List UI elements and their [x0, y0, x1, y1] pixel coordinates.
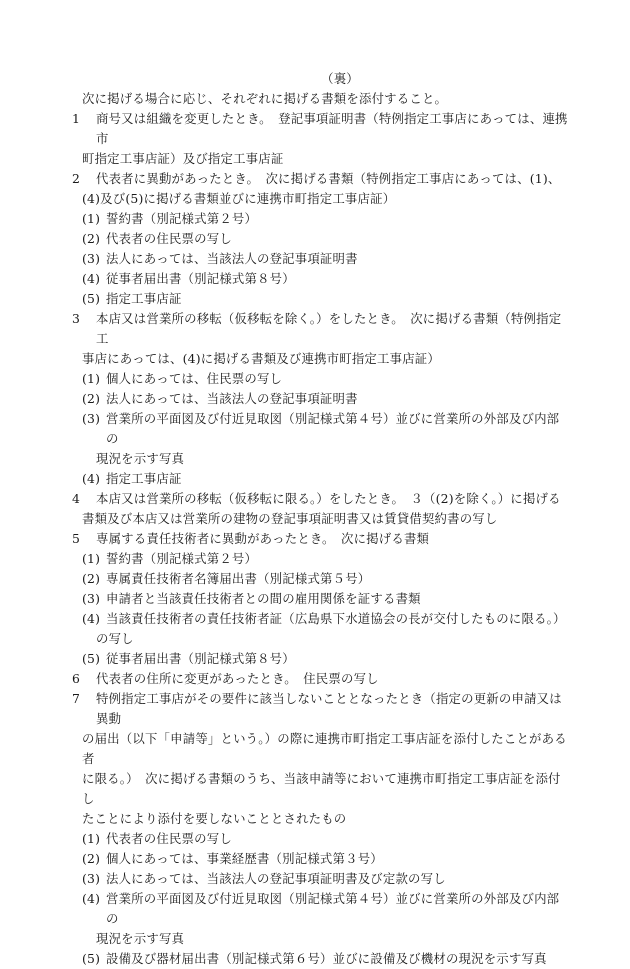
sub-item: [72, 569, 568, 589]
sub-item-number: (3): [82, 871, 101, 886]
sub-item-text-continuation: 現況を示す写真: [96, 451, 185, 466]
item-number: 7: [72, 691, 81, 706]
item-text-continuation: の届出（以下「申請等」という。）の際に連携市町指定工事店証を添付したことがある者: [82, 731, 567, 766]
item-text: 本店又は営業所の移転（仮移転に限る。）をしたとき。 ３（(2)を除く。）に掲げる: [96, 491, 561, 506]
item-text-continuation: (4)及び(5)に掲げる書類並びに連携市町指定工事店証）: [82, 191, 396, 206]
sub-item-number: (1): [82, 831, 101, 846]
list-item: [72, 489, 568, 529]
list-item: [72, 109, 568, 169]
item-number: 5: [72, 531, 81, 546]
list-item: [72, 529, 568, 669]
sub-item-text: 指定工事店証: [106, 471, 182, 486]
sub-item: [72, 229, 568, 249]
sub-item-number: (2): [82, 851, 101, 866]
sub-item: [72, 949, 568, 969]
item-text: 特例指定工事店がその要件に該当しないこととなったとき（指定の更新の申請又は異動: [96, 691, 562, 726]
sub-item-text: 設備及び器材届出書（別記様式第６号）並びに設備及び機材の現況を示す写真: [106, 951, 547, 966]
sub-item: [72, 549, 568, 569]
item-number: 3: [72, 311, 81, 326]
item-heading: [72, 309, 568, 349]
sub-item-number: (4): [82, 891, 101, 906]
sub-item-number: (1): [82, 551, 101, 566]
sub-item-text: 申請者と当該責任技術者との間の雇用関係を証する書類: [106, 591, 421, 606]
sub-item: [72, 409, 568, 449]
item-heading: [72, 669, 568, 689]
sub-item-number: (4): [82, 271, 101, 286]
sub-item-text: 代表者の住民票の写し: [106, 231, 232, 246]
sub-item: [72, 829, 568, 849]
item-text: 代表者の住所に変更があったとき。 住民票の写し: [96, 671, 379, 686]
sub-item: [72, 889, 568, 929]
sub-item-number: (5): [82, 651, 101, 666]
item-number: 4: [72, 491, 81, 506]
sub-item-number: (1): [82, 371, 101, 386]
item-number: 6: [72, 671, 81, 686]
item-heading: [72, 169, 568, 189]
sub-item: [72, 249, 568, 269]
sub-item: [72, 869, 568, 889]
item-text-continuation: 書類及び本店又は営業所の建物の登記事項証明書又は賃貸借契約書の写し: [82, 511, 498, 526]
sub-item-text-continuation: の写し: [96, 631, 134, 646]
intro-text: 次に掲げる場合に応じ、それぞれに掲げる書類を添付すること。: [82, 91, 448, 106]
item-number: 1: [72, 111, 81, 126]
list-item: [72, 169, 568, 309]
item-text-continuation: 町指定工事店証）及び指定工事店証: [82, 151, 284, 166]
sub-item-number: (2): [82, 571, 101, 586]
sub-item-text: 従事者届出書（別記様式第８号）: [106, 271, 295, 286]
sub-item-text: 営業所の平面図及び付近見取図（別記様式第４号）並びに営業所の外部及び内部の: [106, 411, 560, 446]
sub-item: [72, 209, 568, 229]
sub-item: [72, 649, 568, 669]
list-item: [72, 669, 568, 689]
item-text-continuation: 事店にあっては、(4)に掲げる書類及び連携市町指定工事店証）: [82, 351, 440, 366]
item-text: 代表者に異動があったとき。 次に掲げる書類（特例指定工事店にあっては、(1)、: [96, 171, 561, 186]
sub-item-number: (3): [82, 411, 101, 426]
sub-item-text: 当該責任技術者の責任技術者証（広島県下水道協会の長が交付したものに限る。）: [106, 611, 566, 626]
sub-item-text: 法人にあっては、当該法人の登記事項証明書: [106, 251, 358, 266]
sub-item-text: 従事者届出書（別記様式第８号）: [106, 651, 295, 666]
sub-item: [72, 609, 568, 629]
sub-item: [72, 369, 568, 389]
document-page: [72, 69, 568, 969]
page-title: （裏）: [321, 71, 359, 86]
item-list: [72, 109, 568, 969]
item-heading: [72, 109, 568, 149]
sub-item-text: 法人にあっては、当該法人の登記事項証明書: [106, 391, 358, 406]
sub-item-text: 代表者の住民票の写し: [106, 831, 232, 846]
item-heading: [72, 489, 568, 509]
sub-item-text: 営業所の平面図及び付近見取図（別記様式第４号）並びに営業所の外部及び内部の: [106, 891, 560, 926]
sub-item-text: 個人にあっては、事業経歴書（別記様式第３号）: [106, 851, 383, 866]
sub-item-text-continuation: 現況を示す写真: [96, 931, 185, 946]
sub-item-number: (3): [82, 591, 101, 606]
sub-item-text: 誓約書（別記様式第２号）: [106, 551, 258, 566]
sub-item-text: 指定工事店証: [106, 291, 182, 306]
sub-item: [72, 269, 568, 289]
sub-item: [72, 289, 568, 309]
sub-item-text: 個人にあっては、住民票の写し: [106, 371, 283, 386]
sub-item-number: (5): [82, 291, 101, 306]
item-text-continuation: たことにより添付を要しないこととされたもの: [82, 811, 347, 826]
sub-item-number: (2): [82, 391, 101, 406]
sub-item-number: (5): [82, 951, 101, 966]
item-text: 本店又は営業所の移転（仮移転を除く。）をしたとき。 次に掲げる書類（特例指定工: [96, 311, 562, 346]
list-item: [72, 309, 568, 489]
list-item: [72, 689, 568, 969]
item-heading: [72, 689, 568, 729]
sub-item: [72, 849, 568, 869]
item-text: 専属する責任技術者に異動があったとき。 次に掲げる書類: [96, 531, 430, 546]
sub-item-text: 法人にあっては、当該法人の登記事項証明書及び定款の写し: [106, 871, 446, 886]
item-number: 2: [72, 171, 81, 186]
sub-item-number: (4): [82, 611, 101, 626]
item-text-continuation: に限る。） 次に掲げる書類のうち、当該申請等において連携市町指定工事店証を添付し: [82, 771, 561, 806]
sub-item-number: (4): [82, 471, 101, 486]
sub-item-text: 専属責任技術者名簿届出書（別記様式第５号）: [106, 571, 371, 586]
item-text: 商号又は組織を変更したとき。 登記事項証明書（特例指定工事店にあっては、連携市: [96, 111, 568, 146]
item-heading: [72, 529, 568, 549]
sub-item-text: 誓約書（別記様式第２号）: [106, 211, 258, 226]
sub-item: [72, 389, 568, 409]
sub-item-number: (3): [82, 251, 101, 266]
sub-item: [72, 469, 568, 489]
sub-item-number: (2): [82, 231, 101, 246]
sub-item-number: (1): [82, 211, 101, 226]
sub-item: [72, 589, 568, 609]
